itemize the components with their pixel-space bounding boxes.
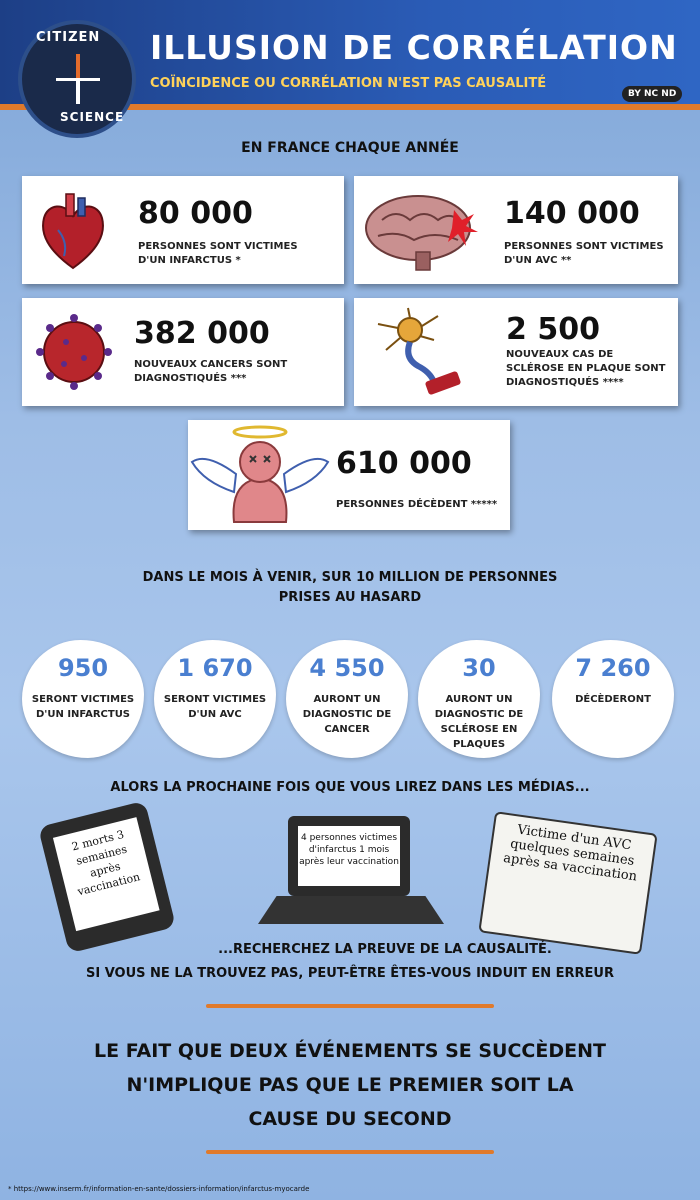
phone-headline: 2 morts 3 semaines après vaccination xyxy=(53,817,160,931)
newspaper-illustration xyxy=(478,811,657,955)
france-heading: EN FRANCE CHAQUE ANNÉE xyxy=(241,140,459,156)
page-title: ILLUSION DE CORRÉLATION xyxy=(150,28,678,67)
month-heading-line1: DANS LE MOIS À VENIR, SUR 10 MILLION DE PERSONNES xyxy=(142,570,558,585)
bubble-text: SERONT VICTIMES D'UN INFARCTUS xyxy=(31,694,135,720)
stat-number: 610 000 xyxy=(336,446,472,481)
causality-line1: ...RECHERCHEZ LA PREUVE DE LA CAUSALITÉ. xyxy=(218,942,552,957)
stat-number: 140 000 xyxy=(504,196,640,231)
cancer-cell-icon xyxy=(34,312,114,392)
stat-number: 382 000 xyxy=(134,316,270,351)
bubble-infarctus xyxy=(22,640,144,758)
bubble-number: 30 xyxy=(462,654,496,682)
stat-card-infarctus xyxy=(22,176,344,284)
heart-icon xyxy=(38,190,108,272)
bubble-cancer xyxy=(286,640,408,758)
bubble-deces xyxy=(552,640,674,758)
newspaper-headline: Victime d'un AVC quelques semaines après sa vaccination xyxy=(502,822,638,885)
angel-icon xyxy=(190,422,330,526)
stat-number: 2 500 xyxy=(506,312,600,347)
conclusion-line3: CAUSE DU SECOND xyxy=(248,1108,452,1130)
stat-description: PERSONNES SONT VICTIMES D'UN AVC ** xyxy=(504,241,664,266)
bubble-avc xyxy=(154,640,276,758)
bubble-number: 1 670 xyxy=(177,654,253,682)
bubble-text: DÉCÈDERONT xyxy=(575,694,651,705)
neuron-icon xyxy=(374,306,474,400)
bubble-text: AURONT UN DIAGNOSTIC DE CANCER xyxy=(302,694,392,735)
compass-cross-icon xyxy=(56,78,100,81)
stat-description: NOUVEAUX CAS DE SCLÉROSE EN PLAQUE SONT DIAGNOSTIQUÉS **** xyxy=(506,349,666,388)
laptop-headline: 4 personnes victimes d'infarctus 1 mois après leur vaccination xyxy=(298,826,400,886)
phone-illustration xyxy=(38,801,176,954)
laptop-keyboard xyxy=(258,896,444,924)
bubble-number: 950 xyxy=(57,654,109,682)
citizen-science-logo xyxy=(18,20,136,138)
conclusion xyxy=(0,1034,700,1136)
logo-top-text: CITIZEN xyxy=(36,30,101,45)
orange-divider-bottom xyxy=(206,1150,494,1154)
bubble-number: 4 550 xyxy=(309,654,385,682)
laptop-illustration xyxy=(288,816,410,896)
stat-card-avc xyxy=(354,176,678,284)
stat-card-sclerose xyxy=(354,298,678,406)
bubble-text: SERONT VICTIMES D'UN AVC xyxy=(163,694,267,720)
license-badge: BY NC ND xyxy=(622,86,682,102)
stat-card-cancer xyxy=(22,298,344,406)
bubble-text: AURONT UN DIAGNOSTIC DE SCLÉROSE EN PLAQUES xyxy=(434,694,524,750)
footnote: * https://www.inserm.fr/information-en-sante/dossiers-information/infarctus-myocarde xyxy=(8,1185,310,1193)
stat-number: 80 000 xyxy=(138,196,253,231)
page-subtitle: COÏNCIDENCE OU CORRÉLATION N'EST PAS CAUSALITÉ xyxy=(150,76,547,91)
stat-card-deces xyxy=(188,420,510,530)
conclusion-line1: LE FAIT QUE DEUX ÉVÉNEMENTS SE SUCCÈDENT xyxy=(94,1040,606,1062)
conclusion-line2: N'IMPLIQUE PAS QUE LE PREMIER SOIT LA xyxy=(126,1074,574,1096)
stat-description: NOUVEAUX CANCERS SONT DIAGNOSTIQUÉS *** xyxy=(134,359,288,384)
brain-icon xyxy=(362,190,482,272)
logo-bottom-text: SCIENCE xyxy=(60,110,125,124)
bubble-number: 7 260 xyxy=(575,654,651,682)
orange-divider-top xyxy=(206,1004,494,1008)
causality-line2: SI VOUS NE LA TROUVEZ PAS, PEUT-ÊTRE ÊTES-VOUS INDUIT EN ERREUR xyxy=(86,966,614,981)
bubble-sclerose xyxy=(418,640,540,758)
month-heading-line2: PRISES AU HASARD xyxy=(278,590,422,605)
stat-description: PERSONNES SONT VICTIMES D'UN INFARCTUS * xyxy=(138,241,298,266)
stat-description: PERSONNES DÉCÈDENT ***** xyxy=(336,499,498,510)
media-heading: ALORS LA PROCHAINE FOIS QUE VOUS LIREZ DANS LES MÉDIAS... xyxy=(110,780,590,795)
